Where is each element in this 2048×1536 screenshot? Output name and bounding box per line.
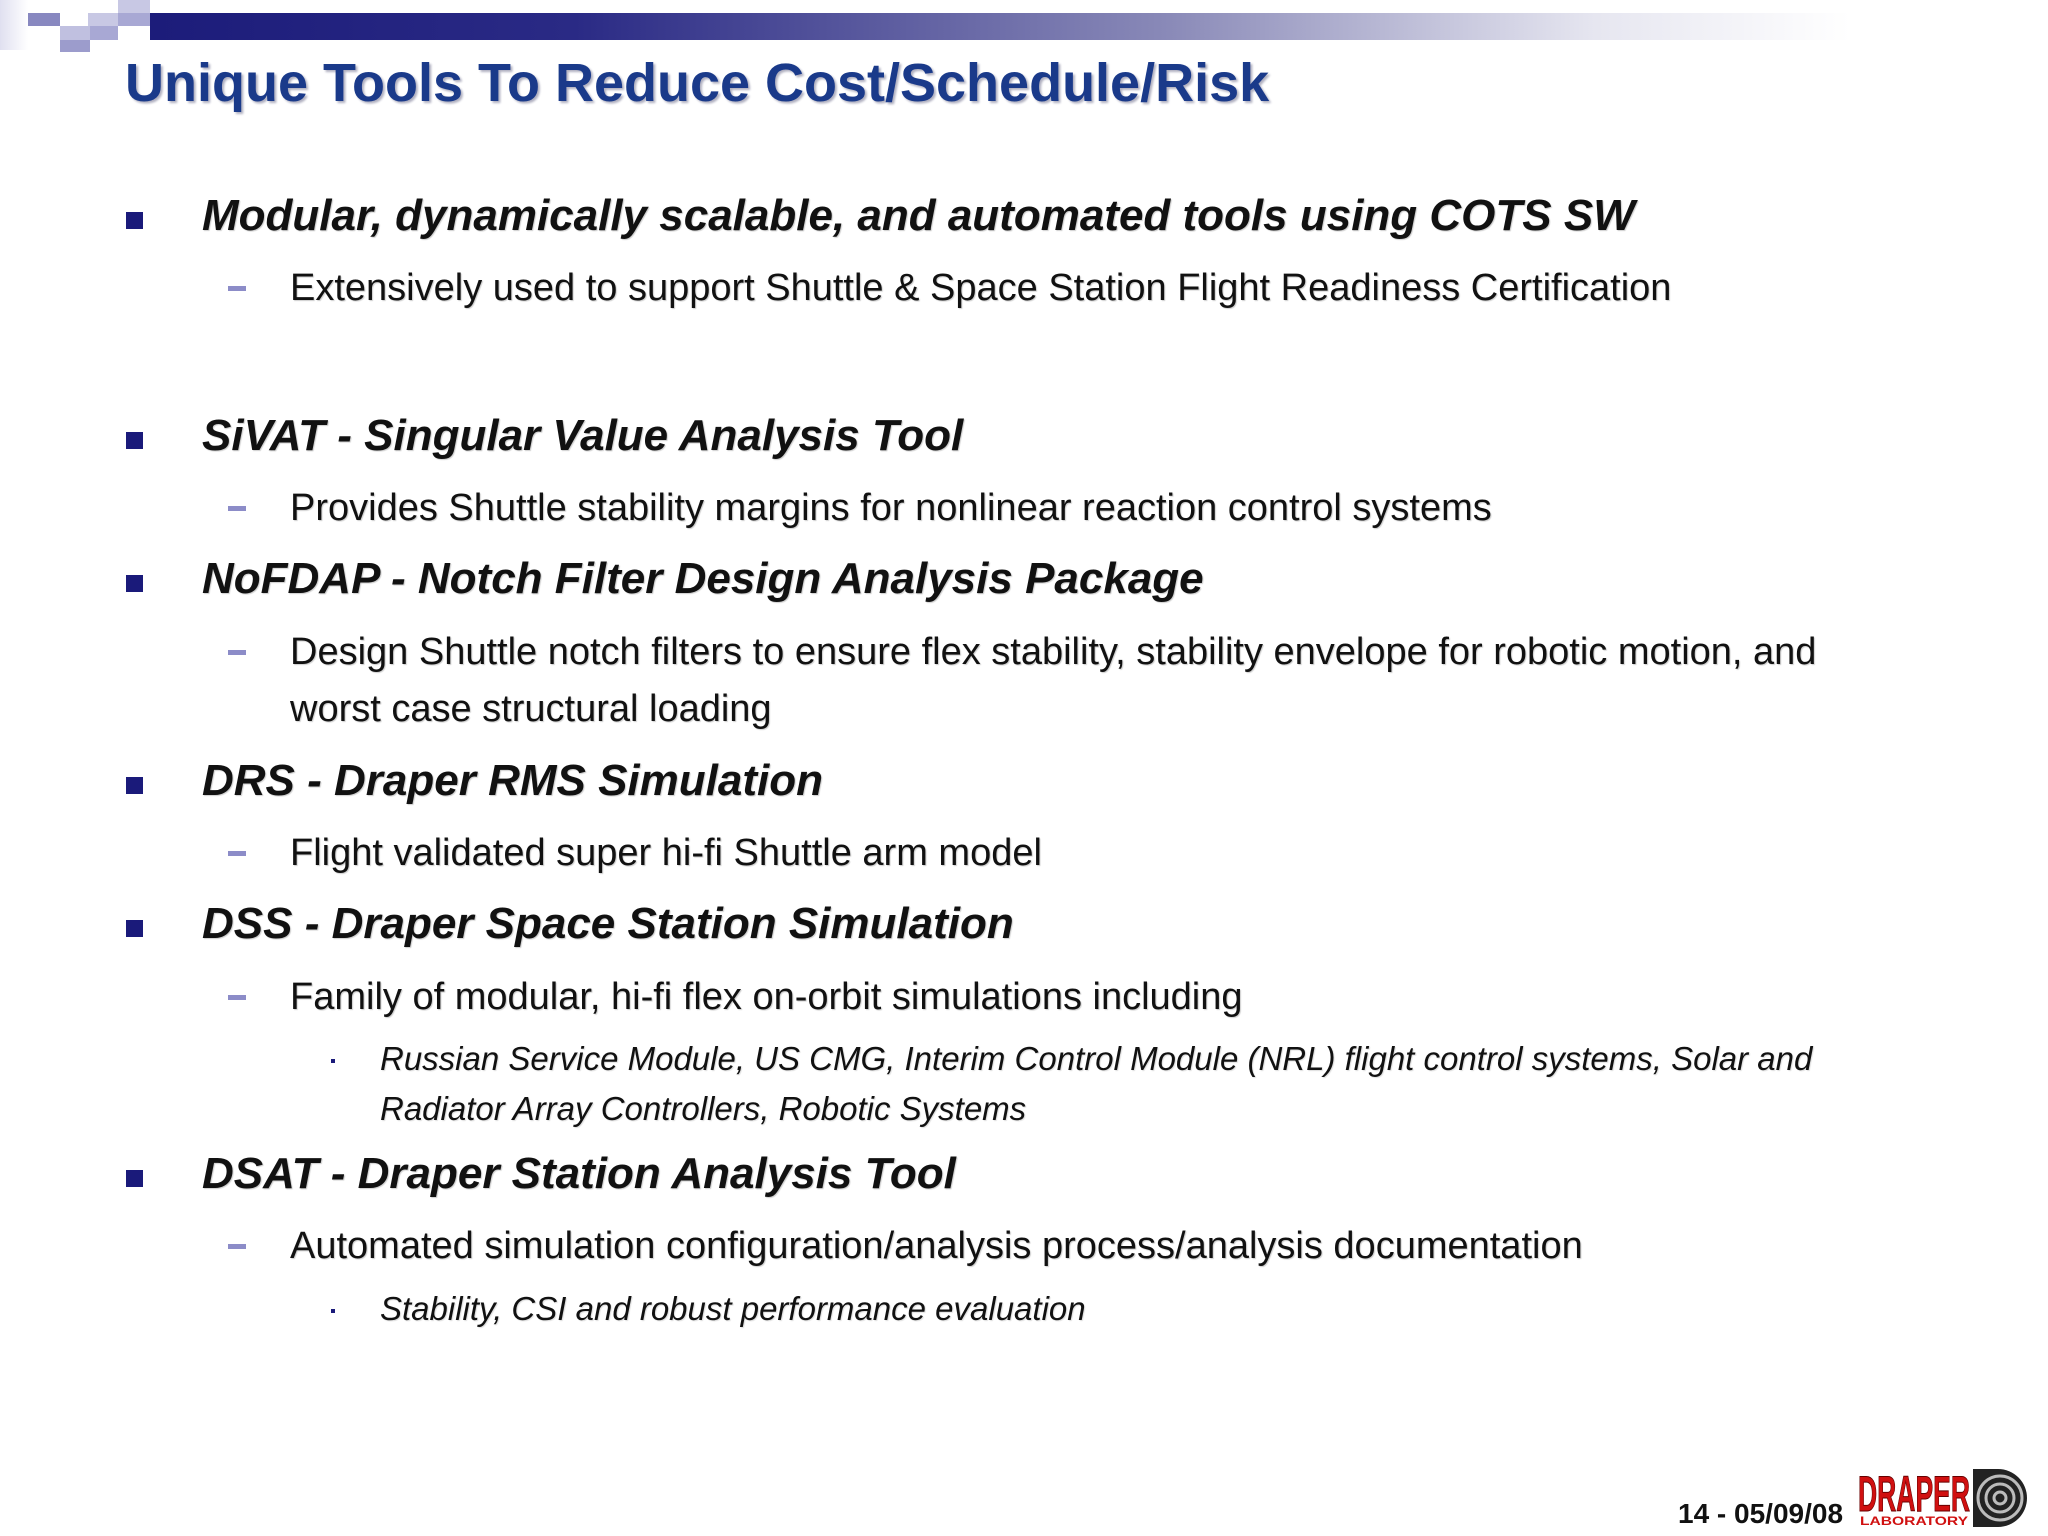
item-sub: Design Shuttle notch filters to ensure flex stability, stability envelope for robotic motion, and (290, 631, 1817, 673)
item-detail-continued: Radiator Array Controllers, Robotic Systems (380, 1090, 1027, 1127)
dot-bullet-icon (331, 1309, 335, 1313)
item-sub: Extensively used to support Shuttle & Space Station Flight Readiness Certification (290, 267, 1672, 309)
svg-text:DRAPER: DRAPER (1858, 1467, 1970, 1522)
header-gradient-bar (150, 13, 1850, 40)
item-heading: DSAT - Draper Station Analysis Tool (202, 1149, 956, 1198)
dot-bullet-icon (331, 1059, 335, 1063)
dash-bullet-icon (228, 286, 246, 291)
item-detail: Stability, CSI and robust performance evaluation (380, 1290, 1086, 1327)
svg-text:LABORATORY: LABORATORY (1860, 1514, 1968, 1528)
square-bullet-icon (126, 575, 143, 592)
item-sub: Family of modular, hi-fi flex on-orbit simulations including (290, 976, 1243, 1018)
item-sub-continued: worst case structural loading (290, 688, 772, 730)
dash-bullet-icon (228, 1244, 246, 1249)
page-number-date: 14 - 05/09/08 (1678, 1498, 1844, 1529)
slide-title: Unique Tools To Reduce Cost/Schedule/Risk (125, 53, 1270, 113)
square-bullet-icon (126, 777, 143, 794)
item-heading: Modular, dynamically scalable, and automated tools using COTS SW (202, 191, 1635, 240)
dash-bullet-icon (228, 506, 246, 511)
square-bullet-icon (126, 212, 143, 229)
draper-laboratory-logo (1858, 1467, 2033, 1529)
item-sub: Automated simulation configuration/analysis process/analysis documentation (290, 1225, 1583, 1267)
square-bullet-icon (126, 920, 143, 937)
dash-bullet-icon (228, 851, 246, 856)
item-sub: Provides Shuttle stability margins for nonlinear reaction control systems (290, 487, 1492, 529)
dash-bullet-icon (228, 650, 246, 655)
item-sub: Flight validated super hi-fi Shuttle arm model (290, 832, 1042, 874)
item-detail: Russian Service Module, US CMG, Interim Control Module (NRL) flight control systems, Solar and (380, 1040, 1813, 1077)
square-bullet-icon (126, 432, 143, 449)
item-heading: NoFDAP - Notch Filter Design Analysis Package (202, 554, 1204, 603)
item-heading: DRS - Draper RMS Simulation (202, 756, 823, 805)
item-heading: DSS - Draper Space Station Simulation (202, 899, 1014, 948)
square-bullet-icon (126, 1170, 143, 1187)
dash-bullet-icon (228, 995, 246, 1000)
item-heading: SiVAT - Singular Value Analysis Tool (202, 411, 964, 460)
